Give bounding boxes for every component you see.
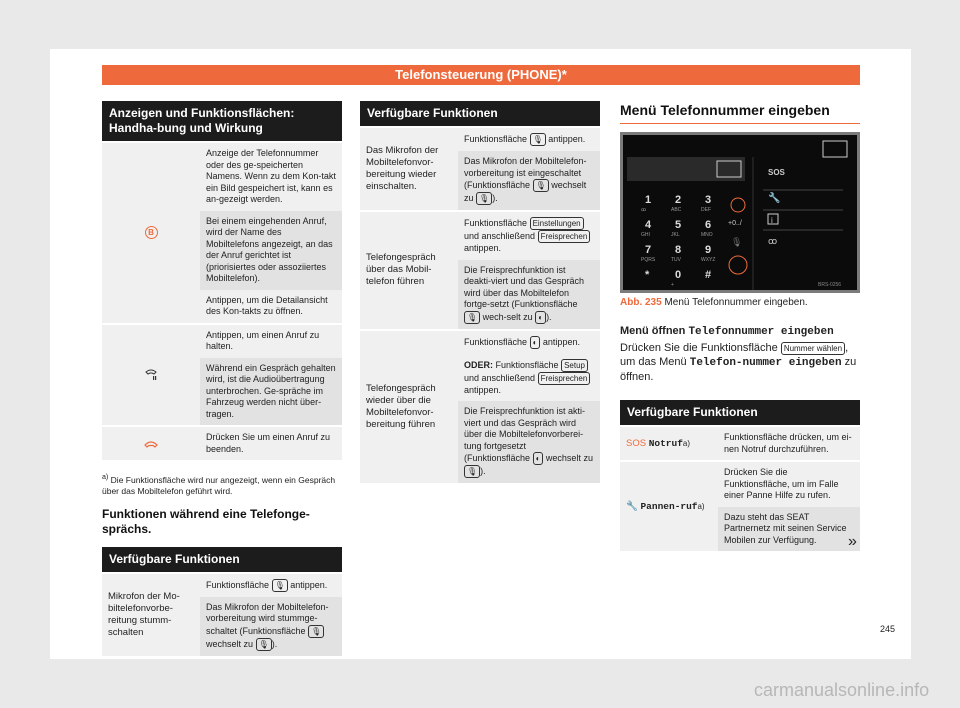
table-row-sos (620, 427, 860, 460)
table-right-title: Verfügbare Funktionen (620, 400, 860, 425)
mic-muted-icon: 🎙 (530, 133, 546, 146)
mic-muted-icon: 🎙 (256, 638, 272, 651)
cell-sos-1: Funktionsfläche drücken, um ei-nen Notruf durchzuführen. (718, 427, 860, 460)
cell-handsfree-1: Funktionsfläche ◐ antippen. (458, 331, 600, 354)
footnote (102, 472, 342, 497)
phone-screen (623, 135, 857, 290)
wrench-icon: 🔧 (626, 500, 638, 512)
dial-icon[interactable] (729, 256, 747, 274)
mic-icon: 🎙 (308, 625, 324, 638)
column-middle (360, 101, 600, 483)
settings-button-label: Einstellungen (530, 217, 584, 230)
notruf-label: Notruf (648, 437, 683, 449)
sos-label[interactable]: SOS (768, 168, 785, 177)
keypad-key-1[interactable]: 1 (645, 194, 652, 206)
info-letter: i (771, 216, 773, 225)
cell-hold-2: Während ein Gespräch gehalten wird, ist die Audioübertragung unterbrochen. Ge-spräche im Fahrzeug werden nicht über-tragen. (200, 358, 342, 426)
hang-up-icon (144, 439, 158, 449)
keypad-key-3[interactable]: 3 (705, 194, 712, 206)
info-icon[interactable] (768, 214, 778, 224)
continue-arrow: » (848, 533, 857, 550)
keypad-sub-3: DEF (701, 207, 711, 213)
table-row-mute (102, 574, 342, 656)
section-heading: Funktionen während eine Telefonge-sprächs. (102, 506, 310, 536)
table-functions-title: Verfügbare Funktionen (102, 547, 342, 572)
plus-label[interactable]: +0../ (728, 220, 742, 227)
keypad-key-7[interactable]: 7 (645, 244, 652, 256)
keypad-sub-1: ꝏ (641, 207, 647, 213)
wrench-icon[interactable]: 🔧 (768, 193, 781, 204)
hold-call-icon (144, 368, 158, 382)
keypad-sub-5: JKL (671, 232, 680, 238)
handsfree-button-label: Freisprechen (538, 372, 591, 385)
press-text: Drücken Sie die Funktionsfläche (620, 342, 778, 354)
keypad-key-4[interactable]: 4 (645, 219, 652, 231)
footnote-mark: a) (102, 473, 109, 481)
cell-mute-1: Funktionsfläche 🎙 antippen. (200, 574, 342, 597)
cell-b-2: Bei einem eingehenden Anruf, wird der Name des Mobiltelefons angezeigt, an das der Anruf gerichtet ist (priorisiertes oder assoziiertes Mobiltelefon). (200, 211, 342, 290)
keypad (641, 194, 715, 288)
figure-caption (620, 296, 860, 310)
keypad-key-2[interactable]: 2 (675, 194, 682, 206)
table-row-b (102, 143, 342, 323)
keypad-key-6[interactable]: 6 (705, 219, 712, 231)
keypad-key-5[interactable]: 5 (675, 219, 682, 231)
cell-b-3: Antippen, um die Detailansicht des Kon-takts zu öffnen. (200, 290, 342, 323)
keypad-key-8[interactable]: 8 (675, 244, 682, 256)
mic-icon-screen[interactable]: 🎙 (731, 238, 743, 248)
figure-code: BRS-0256 (818, 282, 842, 288)
table-row-hangup (102, 427, 342, 460)
row-label-hangup (102, 427, 200, 460)
caption-text: Menü Telefonnummer eingeben. (664, 297, 808, 308)
setup-button-label: Setup (561, 359, 588, 372)
footnote-text: Die Funktionsfläche wird nur angezeigt, wenn ein Gespräch über das Mobiltelefon geführt wird. (102, 474, 336, 496)
cell-handsfree-3: Die Freisprechfunktion ist akti-viert und das Gespräch wird über die Mobiltelefonvorberei-tung fortgesetzt (Funktionsfläche ◐ wechselt zu 🎙 ). (458, 401, 600, 483)
cell-mic-on-1: Funktionsfläche 🎙 antippen. (458, 128, 600, 151)
keypad-sub-8: TUV (671, 257, 681, 263)
table-row-hold (102, 325, 342, 426)
phone-screen-svg (623, 135, 857, 290)
column-right (620, 101, 860, 124)
mic-icon: 🎙 (272, 579, 288, 592)
mic-muted-icon: 🎙 (533, 179, 549, 192)
cell-mute-2: Das Mikrofon der Mobiltelefon-vorbereitung wird stummge-schaltet (Funktionsfläche 🎙 wechselt zu 🎙 ). (200, 597, 342, 656)
mic-icon: 🎙 (464, 311, 480, 324)
section-title: Menü Telefonnummer eingeben (620, 101, 860, 124)
row-label-mic-on: Das Mikrofon der Mobiltelefonvor-bereitung wieder einschalten. (366, 145, 439, 192)
keypad-sub-9: WXYZ (701, 257, 716, 263)
sos-text: SOS (626, 437, 647, 449)
handsfree-button-label: Freisprechen (538, 230, 591, 243)
speaker-icon: ◐ (535, 311, 546, 324)
b-badge-icon: B (145, 226, 158, 239)
dial-number-button-label: Nummer wählen (781, 342, 845, 355)
keypad-sub-2: ABC (671, 207, 682, 213)
cell-hangup-1: Drücken Sie um einen Anruf zu beenden. (200, 427, 342, 460)
table-row-handsfree (360, 331, 600, 484)
row-label-mute: Mikrofon der Mo-biltelefonvorbe-reitung stumm-schalten (108, 590, 180, 638)
call-icon[interactable] (731, 198, 745, 212)
back-icon[interactable] (823, 141, 847, 157)
section-header-bar: Telefonsteuerung (PHONE)* (102, 65, 860, 85)
mic-icon: 🎙 (476, 192, 492, 205)
keypad-key-0[interactable]: 0 (675, 269, 682, 281)
table-row-breakdown (620, 462, 860, 551)
speaker-icon: ◐ (530, 336, 541, 349)
cell-breakdown-2: Dazu steht das SEAT Partnernetz mit seinen Service Mobilen zur Verfügung. (718, 507, 860, 552)
row-label-sos: SOS Notruf a) (626, 437, 690, 449)
row-label-breakdown: 🔧 Pannen-ruf a) (626, 500, 705, 512)
column-left (102, 101, 342, 656)
table-display-title: Anzeigen und Funktionsflächen: Handha-bung und Wirkung (102, 101, 342, 141)
watermark: carmanualsonline.info (754, 680, 930, 700)
table-title: Verfügbare Funktionen (360, 101, 600, 126)
cell-mic-on-2: Das Mikrofon der Mobiltelefon-vorbereitung ist eingeschaltet (Funktionsfläche 🎙 wechselt zu 🎙 ). (458, 151, 600, 210)
pannenruf-label: Pannen-ruf (640, 500, 698, 512)
keypad-sub-7: PQRS (641, 257, 656, 263)
row-label-b (102, 143, 200, 323)
open-menu-label: Menü öffnen (620, 325, 686, 337)
open-menu-mono: Telefonnummer eingeben (688, 326, 834, 338)
keypad-sub-4: GHI (641, 232, 650, 238)
phone-number-mono: Telefon-nummer eingeben (689, 357, 842, 369)
cell-handset-1: Funktionsfläche Einstellungen und anschließend Freisprechen antippen. (458, 212, 600, 260)
cell-handsfree-2: ODER: Funktionsfläche Setup und anschließend Freisprechen antippen. (458, 354, 600, 402)
speaker-icon: ◐ (533, 452, 544, 465)
table-right (620, 400, 860, 551)
row-label-hold (102, 325, 200, 426)
row-label-handsfree: Telefongespräch wieder über die Mobiltelefonvor-bereitung führen (366, 382, 436, 430)
cell-handset-2: Die Freisprechfunktion ist deakti-viert und das Gespräch wird über das Mobiltelefon fortge-setzt (Funktionsfläche 🎙 wech-selt zu ◐ ). (458, 260, 600, 329)
voicemail-icon[interactable]: ꝏ (768, 237, 778, 247)
row-label-handset: Telefongespräch über das Mobil-telefon führen (366, 252, 436, 288)
keypad-sub-6: MNO (701, 232, 713, 238)
mic-icon: 🎙 (464, 465, 480, 478)
keypad-key-*[interactable]: * (645, 269, 650, 281)
page-number: 245 (880, 624, 896, 634)
table-row-mic-on (360, 128, 600, 210)
cell-hold-1: Antippen, um einen Anruf zu halten. (200, 325, 342, 358)
cell-breakdown-1: Drücken Sie die Funktionsfläche, um im Falle einer Panne Hilfe zu rufen. (718, 462, 860, 507)
table-row-handset (360, 212, 600, 329)
keypad-sub-0: + (671, 282, 674, 288)
caption-number: Abb. 235 (620, 297, 662, 308)
cell-b-1: Anzeige der Telefonnummer oder des ge-speicherten Namens. Wenn zu dem Kon-takt ein Bild gespeichert ist, kann es an-gezeigt werden. (200, 143, 342, 211)
instructions: Menü öffnen Telefonnummer eingeben Drücken Sie die Funktionsfläche Nummer wählen , um das Menü Telefon-nummer eingeben zu öffnen. (620, 325, 857, 383)
keypad-key-#[interactable]: # (705, 269, 712, 281)
keypad-key-9[interactable]: 9 (705, 244, 712, 256)
